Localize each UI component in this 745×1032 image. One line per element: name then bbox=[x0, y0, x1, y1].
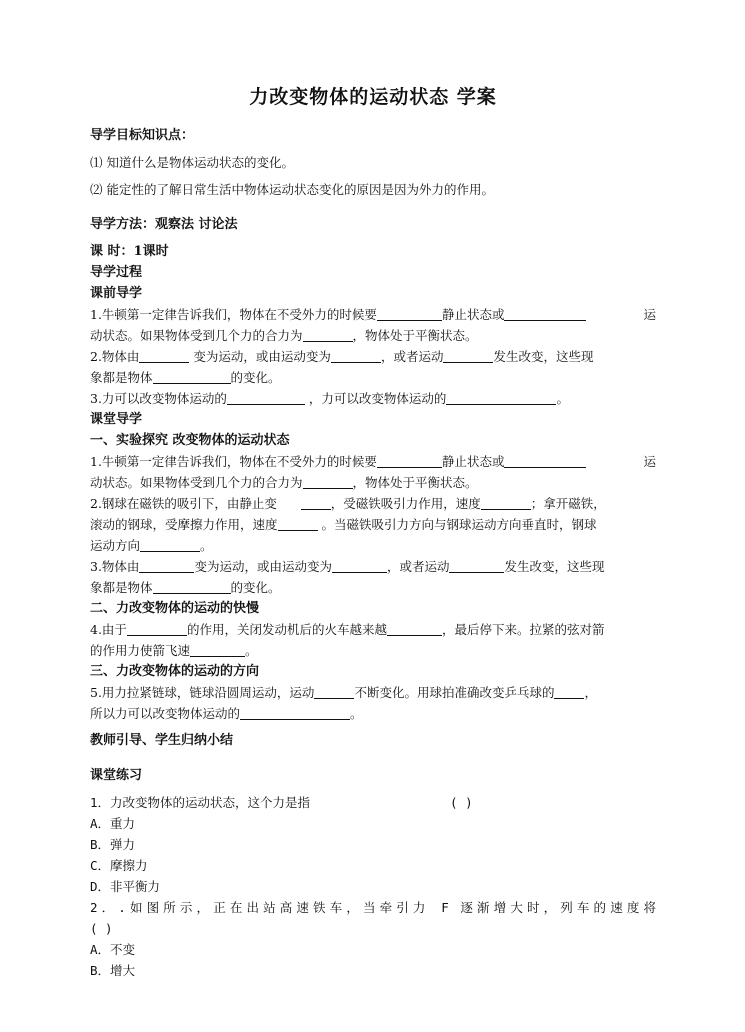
class-question-2-cont: 滚动的钢球，受摩擦力作用，速度 。当磁铁吸引力方向与钢球运动方向垂直时，钢球 bbox=[90, 517, 597, 532]
answer-blank[interactable] bbox=[190, 642, 245, 657]
class-question-5-cont: 所以力可以改变物体运动的 。 bbox=[90, 706, 363, 721]
answer-blank[interactable] bbox=[140, 537, 200, 552]
answer-blank[interactable] bbox=[227, 390, 305, 405]
pre-question-2-cont: 象都是物体 的变化。 bbox=[90, 370, 281, 385]
answer-blank[interactable] bbox=[139, 558, 194, 573]
answer-blank[interactable] bbox=[377, 306, 442, 321]
section-3-heading: 三、力改变物体的运动的方向 bbox=[90, 664, 260, 679]
answer-blank[interactable] bbox=[377, 453, 442, 468]
goal-item: ⑵ 能定性的了解日常生活中物体运动状态变化的原因是因为外力的作用。 bbox=[90, 182, 494, 197]
answer-blank[interactable] bbox=[240, 705, 350, 720]
answer-blank[interactable] bbox=[449, 558, 504, 573]
goal-item: ⑴ 知道什么是物体运动状态的变化。 bbox=[90, 155, 294, 170]
answer-blank[interactable] bbox=[387, 621, 442, 636]
answer-blank[interactable] bbox=[153, 369, 231, 384]
option: A．重力 bbox=[90, 816, 136, 831]
answer-blank[interactable] bbox=[303, 327, 353, 342]
class-question-2: 2.钢球在磁铁的吸引下，由静止变 ，受磁铁吸引力作用，速度 ；拿开磁铁， bbox=[90, 496, 606, 511]
answer-blank[interactable] bbox=[481, 495, 531, 510]
pre-question-3: 3.力可以改变物体运动的 ，力可以改变物体运动的 。 bbox=[90, 391, 569, 406]
pre-heading: 课前导学 bbox=[90, 286, 143, 301]
practice-heading: 课堂练习 bbox=[90, 768, 143, 783]
class-question-3: 3.物体由 变为运动，或由运动变为 ，或者运动 发生改变，这些现 bbox=[90, 559, 605, 574]
answer-blank[interactable] bbox=[303, 474, 353, 489]
answer-blank[interactable] bbox=[278, 516, 318, 531]
pre-question-1-cont: 动状态。如果物体受到几个力的合力为 ，物体处于平衡状态。 bbox=[90, 328, 478, 343]
hours-line: 课 时：1课时 bbox=[90, 244, 169, 259]
section-2-heading: 二、力改变物体的运动的快慢 bbox=[90, 601, 260, 616]
pre-question-2: 2.物体由 变为运动，或由运动变为 ，或者运动 发生改变，这些现 bbox=[90, 349, 594, 364]
page-title: 力改变物体的运动状态 学案 bbox=[249, 86, 497, 108]
class-question-4: 4.由于 的作用，关闭发动机后的火车越来越 ，最后停下来。拉紧的弦对箭 bbox=[90, 622, 605, 637]
method-line: 导学方法：观察法 讨论法 bbox=[90, 217, 238, 232]
answer-blank[interactable] bbox=[301, 495, 331, 510]
option: C．摩擦力 bbox=[90, 858, 148, 873]
option: B．增大 bbox=[90, 963, 136, 978]
option: B．弹力 bbox=[90, 837, 136, 852]
class-question-1-cont: 动状态。如果物体受到几个力的合力为 ，物体处于平衡状态。 bbox=[90, 475, 478, 490]
process-heading: 导学过程 bbox=[90, 265, 143, 280]
practice-question-2: 2．.如图所示，正在出站高速铁车，当牵引力 F 逐渐增大时，列车的速度将 bbox=[90, 900, 656, 915]
goals-heading: 导学目标知识点： bbox=[90, 128, 195, 143]
answer-blank[interactable] bbox=[127, 621, 187, 636]
option: A．不变 bbox=[90, 942, 136, 957]
answer-blank[interactable] bbox=[446, 390, 556, 405]
answer-blank[interactable] bbox=[332, 558, 387, 573]
summary-heading: 教师引导、学生归纳小结 bbox=[90, 733, 234, 748]
practice-question-2-paren: ( ) bbox=[90, 921, 113, 936]
answer-blank[interactable] bbox=[314, 684, 354, 699]
class-heading: 课堂导学 bbox=[90, 412, 143, 427]
answer-blank[interactable] bbox=[153, 579, 231, 594]
class-question-1: 1.牛顿第一定律告诉我们，物体在不受外力的时候要 静止状态或 运 bbox=[90, 454, 656, 469]
class-question-4-cont: 的作用力使箭飞速 。 bbox=[90, 643, 258, 658]
answer-blank[interactable] bbox=[504, 453, 586, 468]
answer-blank[interactable] bbox=[139, 348, 189, 363]
answer-blank[interactable] bbox=[443, 348, 493, 363]
section-1-heading: 一、实验探究 改变物体的运动状态 bbox=[90, 433, 290, 448]
worksheet-page bbox=[90, 82, 656, 981]
pre-question-1: 1.牛顿第一定律告诉我们，物体在不受外力的时候要 静止状态或 运 bbox=[90, 307, 656, 322]
practice-question-1: 1．力改变物体的运动状态，这个力是指 ( ) bbox=[90, 795, 473, 810]
answer-blank[interactable] bbox=[554, 684, 584, 699]
answer-blank[interactable] bbox=[331, 348, 381, 363]
answer-blank[interactable] bbox=[504, 306, 586, 321]
class-question-5: 5.用力拉紧链球，链球沿圆周运动，运动 不断变化。用球拍准确改变乒乓球的 ， bbox=[90, 685, 597, 700]
option: D．非平衡力 bbox=[90, 879, 161, 894]
class-question-3-cont: 象都是物体 的变化。 bbox=[90, 580, 281, 595]
class-question-2-cont2: 运动方向 。 bbox=[90, 538, 213, 553]
